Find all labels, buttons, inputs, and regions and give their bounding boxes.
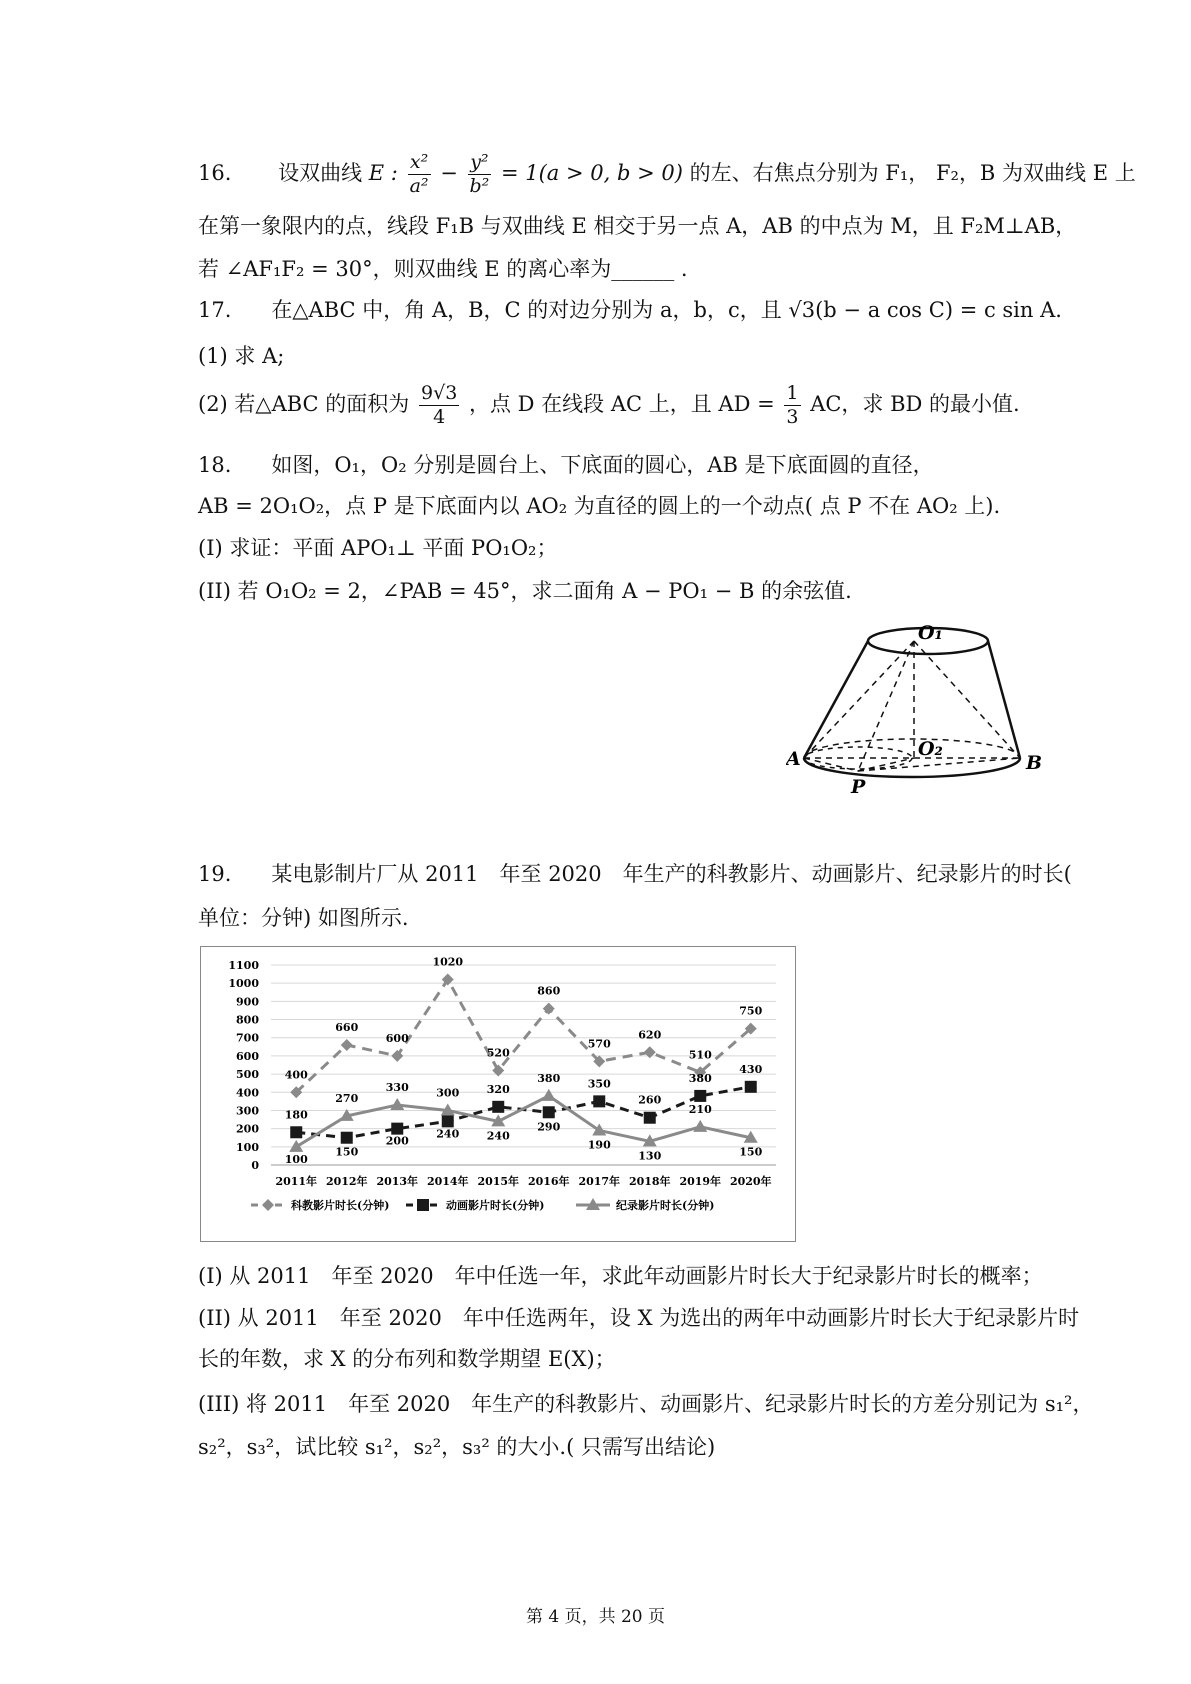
data-label: 200	[385, 1134, 409, 1148]
y-tick-label: 800	[236, 1013, 259, 1027]
data-label: 150	[335, 1145, 359, 1159]
data-label: 240	[486, 1129, 510, 1143]
data-point	[644, 1112, 656, 1124]
x-tick-label: 2016年	[527, 1175, 570, 1188]
y-tick-label: 1100	[228, 959, 259, 972]
data-label: 270	[335, 1091, 359, 1105]
data-label: 240	[436, 1127, 460, 1141]
data-point	[543, 1003, 555, 1015]
data-point	[693, 1120, 707, 1132]
q18-line-2: AB = 2O₁O₂，点 P 是下底面内以 AO₂ 为直径的圆上的一个动点( 点 P 不在 AO₂ 上).	[198, 494, 1001, 518]
q19-line-2: 单位：分钟) 如图所示.	[198, 906, 409, 930]
data-label: 620	[638, 1028, 662, 1042]
data-label: 100	[284, 1152, 308, 1166]
q16-line-2: 在第一象限内的点，线段 F₁B 与双曲线 E 相交于另一点 A，AB 的中点为 M，且 F₂M⊥AB，	[198, 214, 1077, 238]
label-b: B	[1026, 752, 1043, 774]
y-tick-label: 200	[236, 1122, 259, 1136]
data-point	[592, 1123, 606, 1135]
data-label: 600	[385, 1031, 409, 1045]
data-point	[694, 1090, 706, 1102]
q18-part-1: (I) 求证：平面 APO₁⊥ 平面 PO₁O₂；	[198, 536, 558, 560]
data-point	[442, 1115, 454, 1127]
data-point	[593, 1095, 605, 1107]
q16-eq-e: E :	[368, 160, 398, 185]
data-point	[417, 1199, 429, 1211]
q18-part-2: (II) 若 O₁O₂ = 2，∠PAB = 45°，求二面角 A − PO₁ − B 的余弦值.	[198, 579, 852, 603]
label-p: P	[851, 776, 866, 798]
q16-frac-x: $\frac{\text{x²}}{\text{a²}}$	[409, 151, 429, 197]
q17-p2-post: AC，求 BD 的最小值.	[810, 391, 1020, 416]
q17-area-frac: $\frac{9√3}{4}$	[421, 382, 458, 428]
line-o1p	[858, 641, 914, 771]
data-label: 570	[587, 1037, 611, 1051]
x-tick-label: 2014年	[426, 1175, 469, 1188]
line-po2	[858, 758, 914, 771]
data-label: 1020	[432, 955, 464, 969]
label-a: A	[786, 748, 801, 770]
q19-line-1	[198, 860, 1072, 889]
q19-number: 19.	[198, 862, 232, 886]
data-point	[492, 1101, 504, 1113]
data-label: 300	[436, 1086, 460, 1100]
q19-part-2a: (II) 从 2011 年至 2020 年中任选两年，设 X 为选出的两年中动画影片时长大于纪录影片时	[198, 1306, 1080, 1330]
data-label: 190	[587, 1138, 611, 1152]
q19-part-3a: (III) 将 2011 年至 2020 年生产的科教影片、动画影片、纪录影片时长的方差分别记为 s₁²，	[198, 1392, 1094, 1416]
x-tick-label: 2013年	[376, 1175, 419, 1188]
q17-ad-frac: $\frac{1}{3}$	[786, 382, 799, 428]
q17-number: 17.	[198, 298, 232, 322]
x-tick-label: 2020年	[729, 1175, 772, 1188]
y-tick-label: 0	[251, 1159, 259, 1172]
legend-label: 动画影片时长(分钟)	[446, 1199, 545, 1212]
series-line	[296, 980, 751, 1093]
y-tick-label: 300	[236, 1104, 259, 1118]
data-label: 380	[537, 1071, 561, 1085]
data-point	[289, 1140, 303, 1152]
y-tick-label: 400	[236, 1086, 259, 1100]
data-point	[290, 1126, 302, 1138]
data-point	[262, 1199, 274, 1211]
x-tick-label: 2012年	[325, 1175, 368, 1188]
y-tick-label: 600	[236, 1049, 259, 1063]
data-point	[542, 1089, 556, 1101]
y-tick-label: 700	[236, 1031, 259, 1045]
data-label: 660	[335, 1021, 359, 1034]
x-tick-label: 2019年	[679, 1175, 722, 1188]
q16-text-post: 的左、右焦点分别为 F₁， F₂，B 为双曲线 E 上	[689, 160, 1136, 185]
bottom-back-arc	[804, 739, 1020, 758]
frustum-svg	[786, 617, 1056, 817]
label-o1: O₁	[918, 622, 943, 644]
q19-part-2b: 长的年数，求 X 的分布列和数学期望 E(X)；	[198, 1347, 616, 1371]
x-tick-label: 2011年	[275, 1175, 318, 1188]
q18-number: 18.	[198, 453, 232, 477]
q19-part-1: (I) 从 2011 年至 2020 年中任选一年，求此年动画影片时长大于纪录影片时长的概率；	[198, 1264, 1043, 1288]
q17-part-2	[198, 382, 1020, 429]
data-label: 520	[486, 1046, 510, 1060]
q16-eq-cond: = 1(a > 0, b > 0)	[500, 160, 683, 185]
data-label: 260	[638, 1093, 662, 1107]
q16-frac-y: $\frac{\text{y²}}{\text{b²}}$	[469, 151, 490, 197]
x-tick-label: 2015年	[477, 1175, 520, 1188]
data-label: 860	[537, 984, 561, 998]
q17-line-1	[198, 296, 1062, 325]
q17-p2-mid: ，点 D 在线段 AC 上，且 AD =	[468, 391, 775, 416]
data-point	[644, 1046, 656, 1058]
data-point	[341, 1132, 353, 1144]
data-label: 510	[688, 1048, 712, 1062]
chart-frame	[200, 946, 796, 1242]
y-tick-label: 1000	[228, 977, 259, 991]
data-label: 130	[638, 1149, 662, 1163]
data-point	[492, 1064, 504, 1076]
q17-p2-pre: (2) 若△ABC 的面积为	[198, 391, 410, 416]
legend-label: 科教影片时长(分钟)	[291, 1199, 390, 1212]
data-label: 150	[739, 1145, 763, 1159]
y-tick-label: 100	[236, 1140, 259, 1154]
q16-text-pre: 设双曲线	[278, 160, 363, 185]
data-label: 330	[385, 1081, 409, 1094]
q17-part-1: (1) 求 A;	[198, 344, 285, 368]
bottom-front-arc	[804, 758, 1020, 777]
q16-line-3: 若 ∠AF₁F₂ = 30°，则双曲线 E 的离心率为______ .	[198, 257, 688, 281]
data-point	[745, 1081, 757, 1093]
data-point	[390, 1098, 404, 1110]
q19-text: 某电影制片厂从 2011 年至 2020 年生产的科教影片、动画影片、纪录影片的时长(	[271, 862, 1072, 886]
label-o2: O₂	[918, 738, 943, 760]
frustum-figure	[786, 617, 1056, 817]
data-label: 380	[688, 1071, 712, 1085]
y-tick-label: 900	[236, 995, 259, 1009]
q16-line-1	[198, 151, 1136, 198]
data-label: 430	[739, 1062, 763, 1076]
page-footer: 第 4 页，共 20 页	[525, 1607, 666, 1627]
data-label: 750	[739, 1004, 763, 1018]
data-label: 210	[688, 1102, 712, 1116]
data-label: 400	[284, 1068, 308, 1082]
q17-text: 在△ABC 中，角 A，B，C 的对边分别为 a，b，c，且 √3(b − a cos C) = c sin A.	[271, 298, 1062, 322]
data-label: 350	[587, 1077, 611, 1091]
line-chart	[201, 947, 795, 1241]
q16-minus: −	[440, 160, 458, 185]
data-point	[543, 1106, 555, 1118]
data-point	[391, 1123, 403, 1135]
q16-number: 16.	[198, 160, 232, 185]
x-tick-label: 2018年	[628, 1175, 671, 1188]
x-tick-label: 2017年	[578, 1175, 621, 1188]
data-point	[341, 1039, 353, 1051]
data-label: 320	[486, 1082, 510, 1096]
data-label: 180	[284, 1108, 308, 1122]
q19-part-3b: s₂²，s₃²，试比较 s₁²，s₂²，s₃² 的大小.( 只需写出结论)	[198, 1435, 716, 1459]
q18-text: 如图，O₁，O₂ 分别是圆台上、下底面的圆心，AB 是下底面圆的直径，	[271, 453, 934, 477]
legend-label: 纪录影片时长(分钟)	[616, 1199, 715, 1212]
q18-line-1	[198, 451, 934, 480]
data-label: 290	[537, 1120, 561, 1134]
y-tick-label: 500	[236, 1068, 259, 1082]
